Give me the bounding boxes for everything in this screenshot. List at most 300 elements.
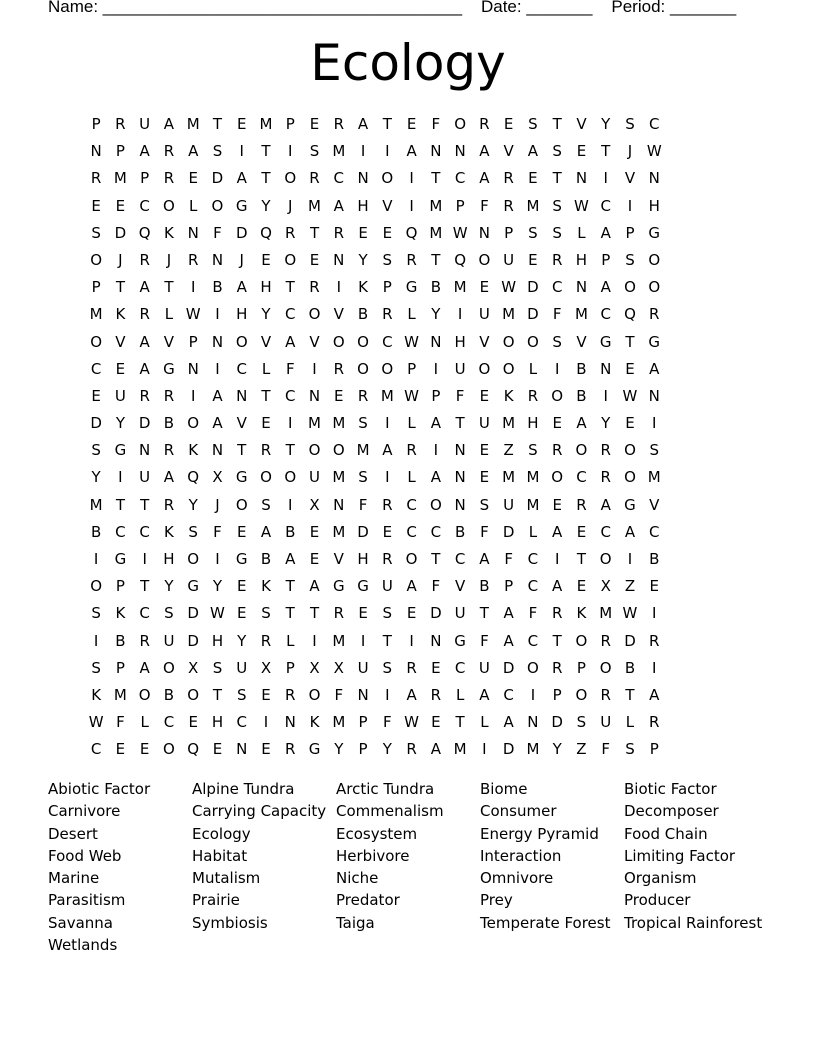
grid-letter: E: [479, 441, 490, 460]
grid-letter: I: [385, 685, 390, 704]
grid-letter: P: [285, 115, 295, 133]
grid-letter: M: [526, 468, 540, 487]
grid-letter: C: [139, 522, 150, 541]
grid-letter: G: [332, 577, 345, 596]
grid-letter: O: [381, 169, 394, 188]
grid-letter: E: [625, 414, 635, 433]
grid-letter: E: [406, 604, 417, 623]
grid-letter: O: [332, 332, 345, 351]
grid-letter: M: [526, 495, 540, 514]
grid-letter: C: [406, 495, 417, 514]
grid-letter: C: [285, 386, 296, 405]
word-list-item: Interaction: [480, 846, 562, 865]
grid-letter: I: [360, 142, 366, 161]
grid-letter: R: [576, 495, 587, 514]
grid-letter: E: [406, 115, 417, 133]
grid-letter: D: [138, 414, 151, 433]
word-list-item: Niche: [336, 869, 379, 888]
grid-letter: T: [115, 278, 125, 297]
grid-letter: R: [187, 250, 199, 269]
grid-letter: V: [576, 332, 587, 351]
grid-letter: C: [503, 685, 514, 704]
grid-letter: A: [406, 142, 417, 161]
grid-letter: H: [575, 250, 588, 269]
grid-letter: M: [429, 196, 443, 215]
grid-letter: O: [575, 685, 588, 704]
grid-letter: V: [163, 332, 175, 351]
grid-letter: E: [479, 468, 490, 487]
grid-letter: I: [215, 550, 220, 568]
grid-letter: C: [527, 577, 539, 596]
grid-letter: N: [454, 441, 466, 460]
grid-letter: P: [649, 740, 659, 759]
grid-letter: I: [142, 550, 147, 568]
grid-letter: R: [260, 441, 272, 460]
grid-letter: M: [599, 604, 613, 623]
grid-letter: F: [552, 305, 562, 324]
grid-letter: E: [576, 142, 587, 161]
grid-letter: P: [601, 250, 611, 269]
grid-letter: A: [260, 522, 272, 541]
grid-letter: H: [357, 196, 369, 215]
grid-letter: W: [622, 604, 638, 623]
word-list-item: Mutalism: [192, 869, 261, 888]
grid-letter: O: [187, 550, 200, 568]
grid-letter: C: [600, 196, 611, 215]
grid-letter: Y: [261, 305, 271, 324]
word-list-item: Carrying Capacity: [192, 802, 327, 821]
grid-letter: R: [503, 169, 514, 188]
grid-letter: B: [285, 522, 296, 541]
grid-letter: R: [600, 685, 611, 704]
word-list-item: Wetlands: [48, 936, 118, 955]
grid-letter: O: [527, 332, 539, 351]
grid-letter: S: [261, 495, 271, 514]
grid-letter: S: [528, 441, 538, 460]
grid-letter: R: [406, 250, 417, 269]
word-list-item: Ecology: [192, 824, 251, 843]
grid-letter: I: [385, 468, 390, 487]
grid-letter: T: [140, 495, 150, 514]
grid-letter: S: [212, 142, 223, 161]
grid-letter: C: [527, 631, 539, 650]
grid-letter: U: [478, 305, 490, 324]
grid-letter: A: [406, 577, 417, 596]
grid-letter: E: [309, 522, 320, 541]
grid-letter: A: [163, 115, 175, 133]
grid-letter: R: [406, 740, 417, 759]
grid-letter: P: [431, 386, 441, 405]
grid-letter: N: [236, 386, 248, 405]
grid-letter: R: [333, 359, 344, 378]
grid-letter: S: [625, 250, 635, 269]
grid-letter: O: [138, 685, 151, 704]
grid-letter: P: [358, 740, 368, 759]
grid-letter: S: [552, 196, 562, 215]
grid-letter: G: [308, 740, 321, 759]
grid-letter: M: [647, 468, 661, 487]
grid-letter: A: [527, 142, 539, 161]
grid-letter: C: [649, 522, 660, 541]
grid-letter: R: [139, 250, 150, 269]
word-list-item: Tropical Rainforest: [624, 913, 763, 932]
grid-letter: W: [622, 386, 638, 405]
grid-letter: E: [382, 522, 393, 541]
grid-letter: L: [528, 522, 538, 541]
grid-letter: X: [600, 577, 611, 596]
grid-letter: O: [381, 359, 394, 378]
grid-letter: X: [309, 658, 320, 677]
grid-letter: S: [382, 604, 393, 623]
grid-letter: I: [93, 631, 99, 650]
grid-letter: U: [478, 658, 490, 677]
grid-letter: T: [455, 414, 465, 433]
grid-letter: W: [404, 386, 419, 405]
grid-letter: A: [333, 196, 344, 215]
grid-letter: A: [188, 142, 199, 161]
grid-letter: R: [649, 713, 660, 732]
grid-letter: M: [502, 414, 516, 433]
grid-letter: U: [357, 658, 369, 677]
grid-letter: U: [454, 359, 466, 378]
grid-letter: O: [187, 414, 200, 433]
grid-letter: T: [601, 142, 611, 161]
word-list-item: Carnivore: [48, 802, 121, 821]
grid-letter: S: [625, 740, 635, 759]
word-list-item: Marine: [48, 869, 100, 888]
grid-letter: A: [357, 115, 369, 133]
grid-letter: Y: [334, 740, 344, 759]
grid-letter: H: [454, 332, 466, 351]
word-list-item: Commenalism: [336, 802, 444, 821]
grid-letter: A: [479, 550, 490, 568]
grid-letter: S: [479, 495, 490, 514]
grid-letter: I: [652, 658, 657, 677]
grid-letter: G: [114, 550, 127, 568]
grid-letter: E: [91, 196, 101, 215]
grid-letter: I: [288, 495, 293, 514]
word-list-item: Symbiosis: [192, 913, 268, 932]
word-list-item: Food Web: [48, 846, 122, 865]
grid-letter: A: [236, 278, 247, 297]
grid-letter: T: [382, 115, 392, 133]
grid-letter: N: [454, 142, 466, 161]
grid-letter: E: [188, 169, 198, 188]
grid-letter: P: [115, 142, 125, 161]
grid-letter: T: [309, 223, 320, 242]
grid-letter: P: [504, 223, 514, 242]
grid-letter: E: [188, 713, 198, 732]
grid-letter: Y: [261, 196, 271, 215]
grid-row: [84, 604, 666, 631]
grid-letter: L: [261, 359, 271, 378]
grid-letter: A: [479, 169, 490, 188]
grid-letter: P: [625, 223, 635, 242]
grid-letter: M: [453, 740, 467, 759]
grid-letter: O: [357, 332, 369, 351]
grid-letter: K: [115, 305, 126, 324]
grid-letter: B: [357, 305, 369, 324]
grid-letter: K: [503, 386, 514, 405]
grid-letter: W: [404, 332, 419, 351]
grid-row: [84, 169, 666, 196]
grid-letter: C: [454, 550, 466, 568]
grid-letter: T: [261, 169, 271, 188]
grid-row: [84, 251, 666, 278]
grid-letter: F: [334, 685, 344, 704]
grid-letter: M: [308, 414, 321, 433]
grid-letter: A: [382, 441, 393, 460]
grid-letter: Y: [91, 468, 101, 487]
grid-letter: V: [624, 169, 636, 188]
grid-letter: O: [551, 468, 564, 487]
grid-letter: G: [357, 577, 369, 596]
grid-letter: A: [430, 740, 441, 759]
grid-letter: I: [627, 550, 633, 568]
grid-letter: Z: [576, 740, 587, 759]
grid-letter: M: [429, 223, 443, 242]
grid-letter: O: [405, 550, 418, 568]
grid-letter: T: [285, 441, 295, 460]
grid-letter: A: [600, 223, 611, 242]
grid-letter: M: [574, 305, 588, 324]
grid-letter: A: [503, 604, 514, 623]
grid-letter: F: [213, 223, 222, 242]
grid-letter: O: [90, 332, 103, 351]
grid-letter: O: [648, 278, 661, 297]
grid-letter: P: [140, 169, 150, 188]
grid-letter: T: [261, 386, 271, 405]
grid-letter: E: [479, 278, 490, 297]
grid-letter: F: [383, 713, 392, 732]
grid-letter: N: [211, 332, 224, 351]
grid-letter: P: [407, 359, 417, 378]
grid-letter: E: [115, 196, 126, 215]
grid-letter: A: [212, 386, 223, 405]
grid-letter: R: [333, 223, 344, 242]
word-list-item: Biome: [480, 780, 528, 798]
grid-letter: E: [576, 577, 587, 596]
word-list-item: Abiotic Factor: [48, 780, 151, 798]
grid-letter: R: [406, 441, 417, 460]
grid-letter: I: [118, 468, 123, 487]
grid-letter: O: [478, 250, 491, 269]
word-list-item: Alpine Tundra: [192, 780, 295, 798]
grid-letter: T: [431, 250, 441, 269]
grid-row: [84, 115, 666, 142]
grid-letter: R: [285, 685, 296, 704]
grid-letter: C: [527, 550, 539, 568]
grid-letter: Q: [405, 223, 418, 242]
grid-letter: M: [186, 115, 200, 133]
grid-letter: M: [113, 169, 127, 188]
grid-letter: T: [237, 441, 247, 460]
grid-letter: Y: [601, 115, 611, 133]
grid-letter: R: [551, 441, 563, 460]
grid-letter: F: [431, 115, 441, 133]
grid-letter: Q: [138, 223, 151, 242]
grid-letter: A: [479, 685, 490, 704]
grid-letter: M: [526, 196, 540, 215]
grid-letter: C: [406, 522, 417, 541]
grid-letter: T: [212, 115, 223, 133]
grid-row: [84, 713, 666, 740]
grid-letter: O: [260, 468, 272, 487]
grid-letter: T: [140, 577, 150, 596]
grid-letter: M: [332, 414, 346, 433]
grid-letter: E: [261, 685, 271, 704]
grid-letter: N: [575, 278, 588, 297]
word-list-item: Food Chain: [624, 824, 708, 843]
grid-letter: S: [91, 604, 101, 623]
grid-letter: O: [308, 305, 321, 324]
grid-letter: Y: [212, 577, 223, 596]
grid-letter: R: [382, 305, 393, 324]
grid-letter: K: [576, 604, 587, 623]
grid-letter: G: [187, 577, 199, 596]
grid-letter: Y: [237, 631, 247, 650]
grid-letter: H: [357, 550, 369, 568]
grid-letter: O: [624, 441, 636, 460]
grid-letter: D: [211, 169, 224, 188]
grid-letter: E: [212, 740, 223, 759]
grid-letter: S: [528, 223, 538, 242]
grid-letter: T: [552, 631, 562, 650]
grid-letter: M: [332, 631, 346, 650]
grid-letter: O: [551, 386, 564, 405]
grid-letter: I: [554, 550, 560, 568]
grid-letter: T: [285, 278, 295, 297]
grid-letter: Q: [624, 305, 636, 324]
grid-letter: E: [503, 115, 514, 133]
grid-letter: K: [309, 713, 320, 732]
grid-row: [84, 414, 666, 441]
grid-letter: O: [187, 685, 200, 704]
grid-letter: M: [526, 740, 540, 759]
grid-letter: M: [502, 305, 516, 324]
grid-letter: I: [627, 196, 633, 215]
grid-letter: O: [211, 196, 224, 215]
grid-letter: J: [118, 250, 123, 269]
grid-letter: M: [332, 142, 346, 161]
grid-letter: C: [163, 713, 175, 732]
grid-letter: U: [309, 468, 321, 487]
grid-letter: A: [163, 468, 175, 487]
grid-row: [84, 305, 666, 332]
grid-letter: R: [649, 305, 660, 324]
grid-letter: B: [454, 522, 466, 541]
grid-letter: C: [551, 278, 563, 297]
grid-letter: O: [357, 359, 369, 378]
grid-letter: Y: [601, 414, 611, 433]
grid-letter: E: [309, 115, 320, 133]
grid-letter: P: [91, 278, 101, 297]
grid-letter: E: [115, 740, 126, 759]
grid-letter: K: [164, 522, 174, 541]
grid-letter: T: [552, 115, 562, 133]
word-list-item: Savanna: [48, 913, 113, 932]
grid-letter: R: [503, 196, 514, 215]
word-list-item: Habitat: [192, 846, 248, 865]
grid-letter: K: [91, 685, 102, 704]
grid-letter: R: [163, 441, 175, 460]
grid-letter: G: [235, 196, 248, 215]
grid-row: [84, 686, 666, 713]
grid-letter: T: [115, 495, 125, 514]
grid-letter: E: [261, 414, 271, 433]
grid-letter: B: [576, 386, 587, 405]
grid-letter: E: [358, 223, 368, 242]
grid-letter: A: [649, 359, 660, 378]
grid-letter: X: [212, 468, 223, 487]
grid-letter: D: [114, 223, 127, 242]
grid-letter: A: [576, 414, 587, 433]
grid-letter: E: [431, 658, 441, 677]
grid-letter: Q: [454, 250, 467, 269]
grid-letter: N: [454, 495, 466, 514]
grid-letter: D: [357, 522, 369, 541]
grid-letter: P: [115, 658, 125, 677]
grid-letter: U: [503, 250, 515, 269]
grid-letter: V: [479, 332, 490, 351]
grid-letter: B: [576, 359, 587, 378]
grid-letter: M: [453, 278, 467, 297]
grid-letter: D: [235, 223, 248, 242]
grid-letter: S: [625, 115, 635, 133]
grid-letter: F: [285, 359, 295, 378]
grid-letter: Y: [552, 740, 562, 759]
grid-letter: A: [139, 359, 150, 378]
grid-letter: O: [599, 658, 612, 677]
grid-letter: D: [527, 305, 539, 324]
grid-letter: A: [600, 495, 611, 514]
grid-letter: N: [211, 250, 224, 269]
grid-letter: T: [261, 142, 271, 161]
grid-letter: M: [89, 305, 103, 324]
grid-letter: I: [409, 196, 414, 215]
grid-letter: J: [215, 495, 220, 514]
grid-letter: K: [188, 441, 199, 460]
grid-letter: F: [601, 740, 611, 759]
grid-letter: V: [649, 495, 660, 514]
grid-letter: N: [454, 468, 466, 487]
grid-letter: S: [649, 441, 659, 460]
grid-letter: O: [163, 196, 175, 215]
grid-letter: B: [479, 577, 490, 596]
grid-letter: H: [648, 196, 660, 215]
grid-letter: O: [575, 441, 588, 460]
grid-letter: G: [648, 223, 661, 242]
grid-letter: I: [215, 305, 220, 324]
grid-letter: E: [309, 550, 320, 568]
grid-letter: A: [309, 577, 320, 596]
grid-letter: O: [478, 359, 491, 378]
grid-letter: R: [600, 468, 611, 487]
grid-letter: U: [163, 631, 175, 650]
grid-letter: Y: [115, 414, 125, 433]
grid-letter: R: [479, 115, 490, 133]
grid-letter: S: [91, 441, 101, 460]
grid-letter: I: [457, 305, 463, 324]
grid-letter: O: [575, 631, 588, 650]
grid-letter: E: [261, 250, 271, 269]
grid-letter: Z: [503, 441, 514, 460]
grid-letter: C: [236, 713, 247, 732]
grid-letter: T: [164, 278, 174, 297]
grid-letter: L: [164, 305, 174, 324]
grid-letter: O: [235, 495, 248, 514]
word-list-item: Predator: [336, 891, 400, 910]
